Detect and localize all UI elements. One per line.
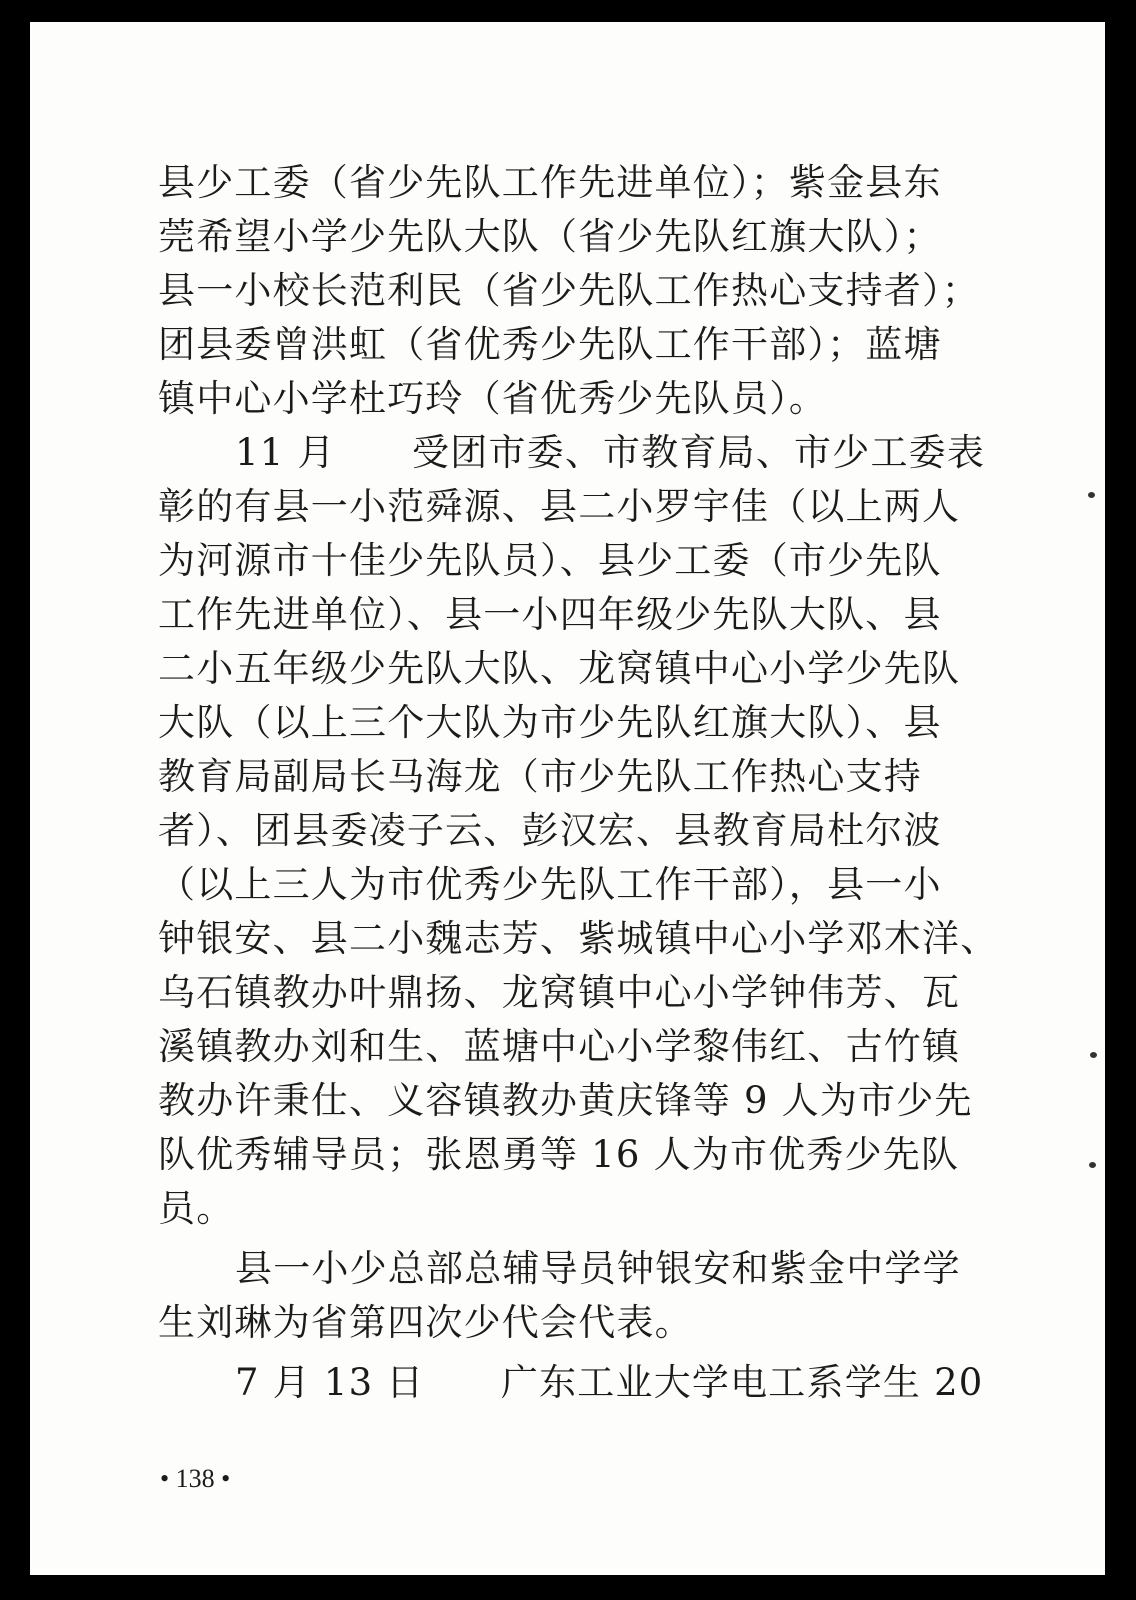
text-line: 团县委曾洪虹（省优秀少先队工作干部）；蓝塘 — [158, 323, 942, 366]
text-line: 者）、团县委凌子云、彭汉宏、县教育局杜尔波 — [158, 809, 942, 852]
text-line: 大队（以上三个大队为市少先队红旗大队）、县 — [158, 701, 942, 744]
text-line: 溪镇教办刘和生、蓝塘中心小学黎伟红、古竹镇 — [158, 1025, 961, 1068]
text-line: 县一小少总部总辅导员钟银安和紫金中学学 — [235, 1247, 961, 1290]
text-line: 钟银安、县二小魏志芳、紫城镇中心小学邓木洋、 — [158, 917, 999, 960]
text-line: 镇中心小学杜巧玲（省优秀少先队员）。 — [158, 377, 828, 420]
page-number: • 138 • — [160, 1464, 231, 1493]
text-line: 教办许秉仕、义容镇教办黄庆锋等 9 人为市少先 — [158, 1079, 973, 1122]
text-line: 7 月 13 日 广东工业大学电工系学生 20 — [235, 1361, 984, 1404]
text-line: 员。 — [158, 1187, 235, 1230]
text-line: 队优秀辅导员；张恩勇等 16 人为市优秀少先队 — [158, 1133, 960, 1176]
text-line: 莞希望小学少先队大队（省少先队红旗大队）； — [158, 215, 942, 258]
text-line: 教育局副局长马海龙（市少先队工作热心支持 — [158, 755, 922, 798]
scan-speck — [1090, 1052, 1097, 1058]
scan-speck — [1089, 1162, 1096, 1168]
text-line: 县一小校长范利民（省少先队工作热心支持者）； — [158, 269, 980, 312]
text-line: 生刘琳为省第四次少代会代表。 — [158, 1301, 693, 1344]
text-line: （以上三人为市优秀少先队工作干部），县一小 — [158, 863, 942, 906]
text-line: 工作先进单位）、县一小四年级少先队大队、县 — [158, 593, 942, 636]
text-line: 11 月 受团市委、市教育局、市少工委表 — [235, 431, 986, 474]
text-line: 县少工委（省少先队工作先进单位）；紫金县东 — [158, 161, 942, 204]
document-page — [30, 22, 1105, 1575]
text-line: 为河源市十佳少先队员）、县少工委（市少先队 — [158, 539, 942, 582]
text-line: 乌石镇教办叶鼎扬、龙窝镇中心小学钟伟芳、瓦 — [158, 971, 961, 1014]
text-line: 彰的有县一小范舜源、县二小罗宇佳（以上两人 — [158, 485, 961, 528]
scan-speck — [1088, 492, 1095, 498]
text-line: 二小五年级少先队大队、龙窝镇中心小学少先队 — [158, 647, 961, 690]
